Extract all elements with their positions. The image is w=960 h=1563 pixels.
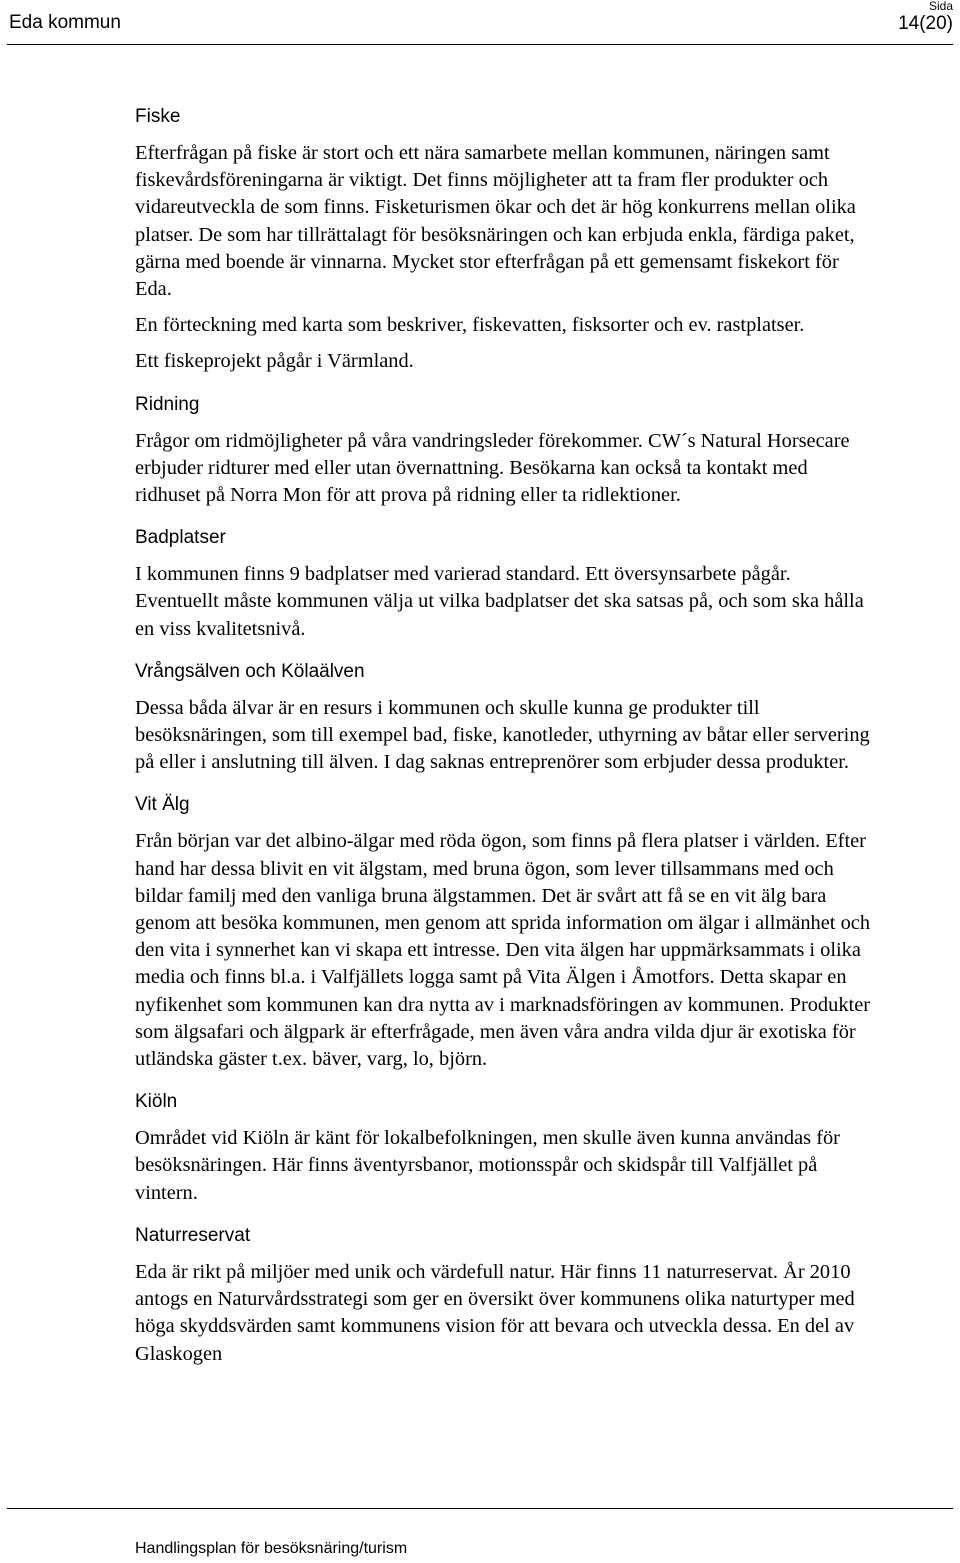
page-label: Sida bbox=[928, 0, 953, 13]
section-paragraph: Eda är rikt på miljöer med unik och värdefull natur. Här finns 11 naturreservat. År 2010 antogs en Naturvårdsstrategi som ger en översikt över kommunens olika naturtyper med höga skyddsvärden samt kommunens vision för att bevara och utveckla dessa. En del av Glaskogen bbox=[135, 1260, 855, 1365]
section-paragraph: Dessa båda älvar är en resurs i kommunen och skulle kunna ge produkter till besöksnäringen, som till exempel bad, fiske, kanotleder, uthyrning av båtar eller servering på eller i anslutning till älven. I dag saknas entreprenörer som erbjuder dessa produkter. bbox=[135, 696, 870, 774]
section-paragraph: Ett fiskeprojekt pågår i Värmland. bbox=[135, 350, 414, 373]
section-paragraph: Efterfrågan på fiske är stort och ett nära samarbete mellan kommunen, näringen samt fiskevårdsföreningarna är viktigt. Det finns möjligheter att ta fram fler produkter och vidareutveckla de som finns. Fisketurismen ökar och det är hög konkurrens mellan olika platser. De som har tillrättalagt för besöksnäringen och kan erbjuda enkla, färdiga paket, gärna med boende är vinnarna. Mycket stor efterfrågan på ett gemensamt fiskekort för Eda. bbox=[135, 142, 856, 301]
section-heading-alvar: Vrångsälven och Kölaälven bbox=[135, 660, 365, 682]
section-heading-ridning: Ridning bbox=[135, 393, 200, 415]
footer-document-title: Handlingsplan för besöksnäring/turism bbox=[135, 1540, 408, 1557]
section-paragraph: I kommunen finns 9 badplatser med varierad standard. Ett översynsarbete pågår. Eventuellt måste kommunen välja ut vilka badplatser det ska satsas på, och som ska hålla en viss kvalitetsnivå. bbox=[135, 563, 864, 640]
section-heading-kioln: Kiöln bbox=[135, 1091, 178, 1113]
section-paragraph: Från början var det albino-älgar med röda ögon, som finns på flera platser i världen. Efter hand har dessa blivit en vit älgstam, med bruna ögon, som lever tillsammans med och bildar familj med den vanliga bruna älgstammen. Det är svårt att få se en vit älg bara genom att besöka kommunen, men genom att sprida information om älgar i allmänhet och den vita i synnerhet kan vi skapa ett intresse. Den vita älgen har uppmärksammats i olika media och finns bl.a. i Valfjällets logga samt på Vita Älgen i Åmotfors. Detta skapar en nyfikenhet som kommunen kan dra nytta av i marknadsföringen av kommunen. Produkter som älgsafari och älgpark är efterfrågade, men även våra andra vilda djur är exotiska för utländska gäster t.ex. bäver, varg, lo, björn. bbox=[135, 830, 871, 1071]
section-paragraph: Området vid Kiöln är känt för lokalbefolkningen, men skulle även kunna användas för besöksnäringen. Här finns äventyrsbanor, motionsspår och skidspår till Valfjället på vintern. bbox=[135, 1127, 840, 1204]
section-heading-badplatser: Badplatser bbox=[135, 527, 226, 549]
page-number: 14(20) bbox=[898, 13, 953, 34]
section-heading-vit-alg: Vit Älg bbox=[135, 794, 190, 816]
section-paragraph: Frågor om ridmöjligheter på våra vandringsleder förekommer. CW´s Natural Horsecare erbjuder ridturer med eller utan övernattning. Besökarna kan också ta kontakt med ridhuset på Norra Mon för att prova på ridning eller ta ridlektioner. bbox=[135, 429, 850, 507]
header-divider bbox=[7, 44, 953, 45]
footer-divider bbox=[7, 1508, 953, 1509]
header-page-info bbox=[898, 0, 953, 35]
section-paragraph: En förteckning med karta som beskriver, fiskevatten, fisksorter och ev. rastplatser. bbox=[135, 314, 805, 337]
document-body bbox=[135, 104, 875, 1377]
section-heading-fiske: Fiske bbox=[135, 106, 181, 127]
header-org-name: Eda kommun bbox=[9, 12, 121, 33]
section-heading-naturreservat: Naturreservat bbox=[135, 1224, 251, 1246]
